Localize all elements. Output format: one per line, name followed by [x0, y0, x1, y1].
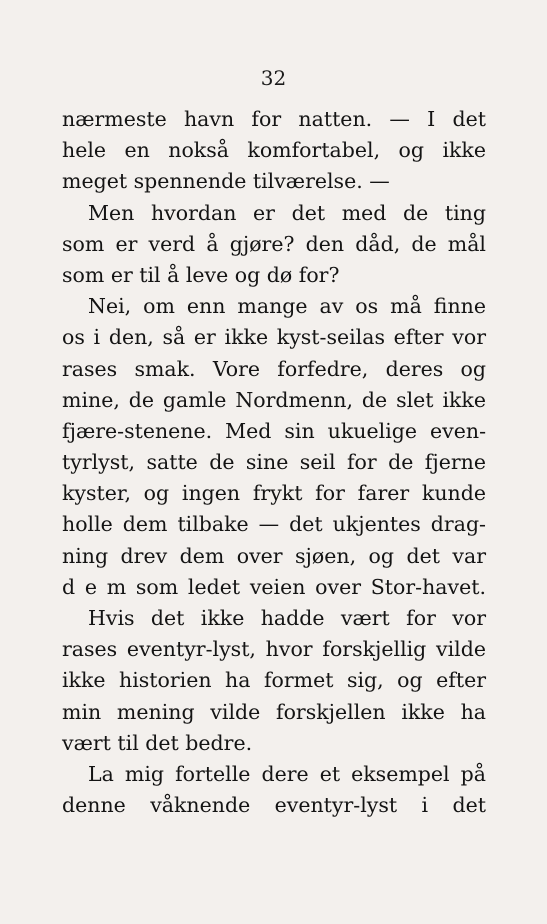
text-line: som er til å leve og dø for? — [62, 262, 340, 287]
text-line: denne våknende eventyr-lyst i det — [62, 793, 486, 818]
text-line: min mening vilde forskjellen ikke ha — [62, 699, 486, 724]
page-number: 32 — [260, 66, 287, 90]
text-line: hele en nokså komfortabel, og ikke — [62, 138, 486, 163]
text-line: rases smak. Vore forfedre, deres og — [62, 356, 486, 381]
paragraph-start-line: Hvis det ikke hadde vært for vor — [88, 606, 486, 630]
paragraph-start-line: Nei, om enn mange av os må finne — [88, 294, 486, 319]
text-line: mine, de gamle Nordmenn, de slet ikke — [62, 387, 486, 412]
text-line: ning drev dem over sjøen, og det var — [62, 543, 486, 568]
text-line: fjære-stenene. Med sin ukuelige even- — [62, 418, 486, 443]
text-line: holle dem tilbake — det ukjentes drag- — [62, 512, 486, 537]
body-text — [62, 104, 486, 821]
text-line: kyster, og ingen frykt for farer kunde — [62, 481, 486, 506]
text-line: vært til det bedre. — [62, 730, 253, 755]
paragraph-start-line: La mig fortelle dere et eksempel på — [88, 761, 486, 786]
text-line: rases eventyr-lyst, hvor forskjellig vilde — [62, 637, 486, 662]
text-line: meget spennende tilværelse. — — [62, 169, 390, 194]
paragraph-start-line: Men hvordan er det med de ting — [88, 200, 486, 225]
text-line: som er verd å gjøre? den dåd, de mål — [62, 231, 486, 256]
text-line: nærmeste havn for natten. — I det — [62, 107, 486, 131]
text-line: d e m som ledet veien over Stor-havet. — [62, 574, 486, 599]
text-line: tyrlyst, satte de sine seil for de fjerne — [62, 450, 486, 475]
text-line: os i den, så er ikke kyst-seilas efter vor — [62, 325, 486, 350]
text-line: ikke historien ha formet sig, og efter — [62, 668, 486, 693]
